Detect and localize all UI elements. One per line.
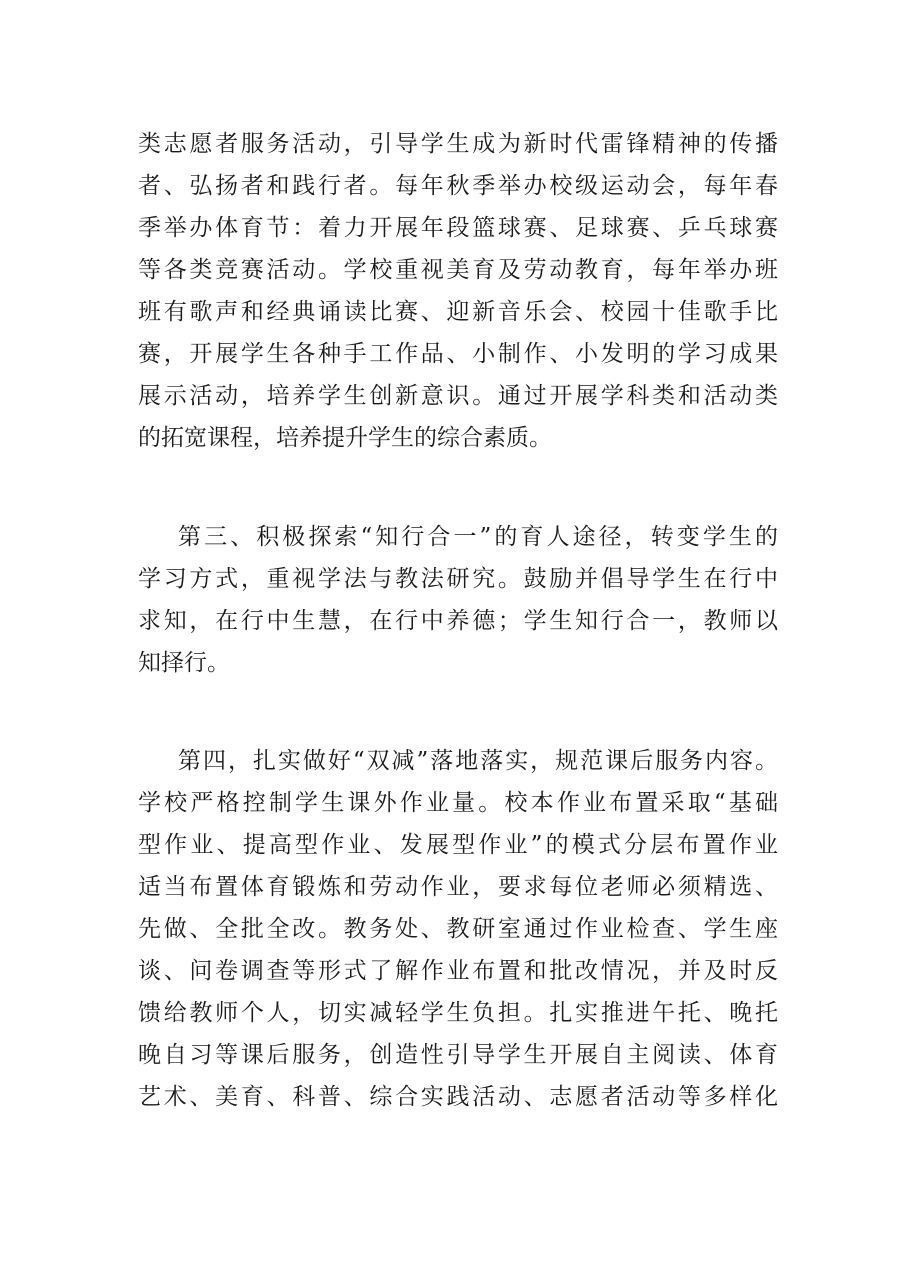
paragraph-fourth-point <box>138 740 778 1118</box>
text-line: 赛，开展学生各种手工作品、小制作、小发明的学习成果 <box>138 341 778 367</box>
text-line: 艺术、美育、科普、综合实践活动、志愿者活动等多样化 <box>138 1084 778 1110</box>
paragraph-third-point <box>138 516 778 684</box>
text-line: 知择行。 <box>138 650 230 676</box>
text-line: 学习方式，重视学法与教法研究。鼓励并倡导学生在行中 <box>138 566 778 592</box>
text-line: 型作业、提高型作业、发展型作业”的模式分层布置作业 <box>138 832 778 858</box>
text-line: 晚自习等课后服务，创造性引导学生开展自主阅读、体育 <box>138 1042 778 1068</box>
text-line: 类志愿者服务活动，引导学生成为新时代雷锋精神的传播 <box>138 131 778 157</box>
text-line: 谈、问卷调查等形式了解作业布置和批改情况，并及时反 <box>138 958 778 984</box>
text-line: 等各类竞赛活动。学校重视美育及劳动教育，每年举办班 <box>138 257 778 283</box>
text-line: 季举办体育节：着力开展年段篮球赛、足球赛、乒乓球赛 <box>138 215 778 241</box>
text-line: 的拓宽课程，培养提升学生的综合素质。 <box>138 425 552 451</box>
text-line: 求知，在行中生慧，在行中养德；学生知行合一，教师以 <box>138 608 778 634</box>
paragraph-continuation <box>138 123 778 459</box>
text-line: 馈给教师个人，切实减轻学生负担。扎实推进午托、晚托 <box>138 1000 778 1026</box>
text-line: 者、弘扬者和践行者。每年秋季举办校级运动会，每年春 <box>138 173 778 199</box>
text-line: 学校严格控制学生课外作业量。校本作业布置采取“基础 <box>138 790 778 816</box>
text-line: 班有歌声和经典诵读比赛、迎新音乐会、校园十佳歌手比 <box>138 299 778 325</box>
text-line: 第三、积极探索“知行合一”的育人途径，转变学生的 <box>178 524 778 550</box>
text-line: 第四，扎实做好“双减”落地落实，规范课后服务内容。 <box>178 748 778 774</box>
text-line: 展示活动，培养学生创新意识。通过开展学科类和活动类 <box>138 383 778 409</box>
text-line: 适当布置体育锻炼和劳动作业，要求每位老师必须精选、 <box>138 874 778 900</box>
text-line: 先做、全批全改。教务处、教研室通过作业检查、学生座 <box>138 916 778 942</box>
